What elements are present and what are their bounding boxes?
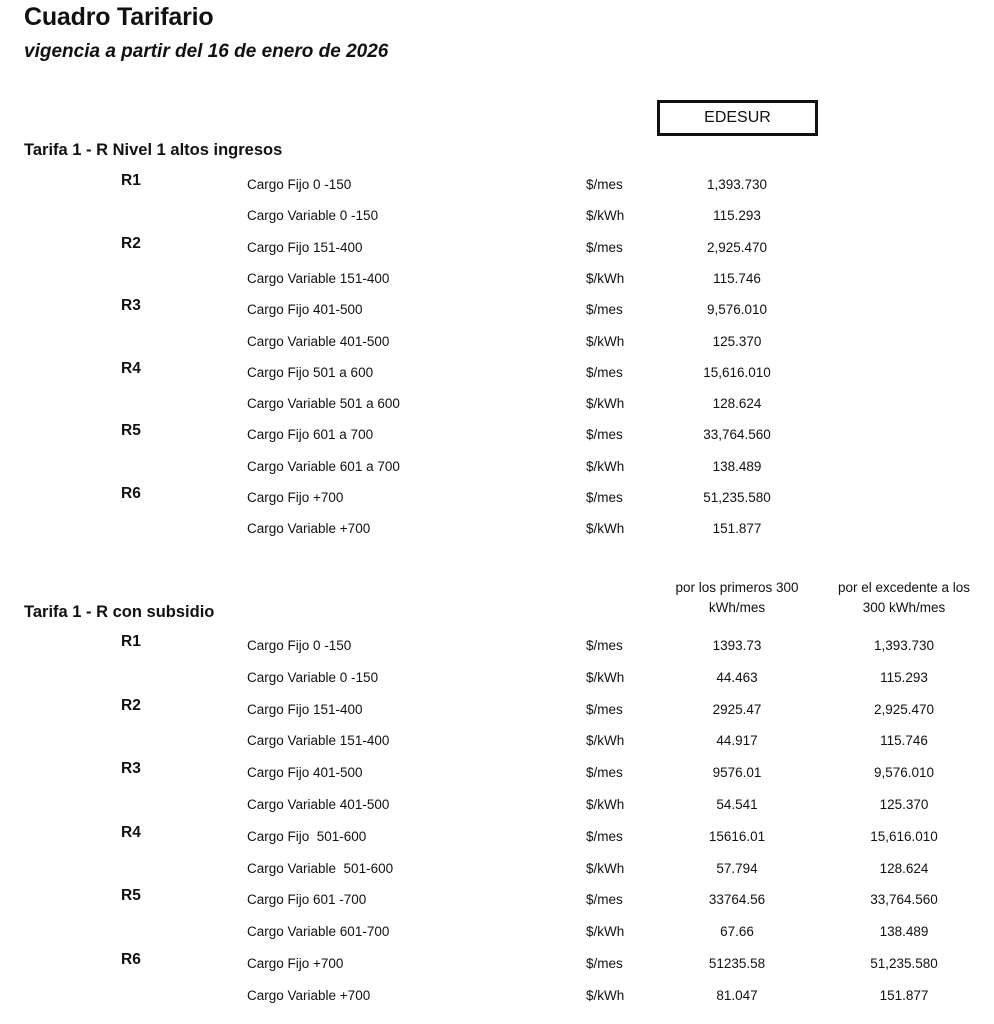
charge-unit: $/kWh [586,521,625,537]
charge-concept: Cargo Variable 401-500 [247,333,390,349]
table-row [0,789,994,820]
charge-value: 138.489 [712,458,762,474]
charge-concept: Cargo Fijo 501-600 [247,828,367,844]
table-row [0,388,994,419]
charge-unit: $/kWh [586,987,625,1003]
table-row [0,916,994,947]
charge-concept: Cargo Variable 151-400 [247,733,390,749]
section1-title: Tarifa 1 - R Nivel 1 altos ingresos [24,141,283,159]
rate-code: R6 [121,485,141,502]
table-row [0,662,994,693]
charge-concept: Cargo Variable 0 -150 [247,208,379,224]
charge-concept: Cargo Variable 501-600 [247,860,394,876]
charge-concept: Cargo Fijo 401-500 [247,765,363,781]
company-name: EDESUR [704,109,771,126]
charge-unit: $/mes [586,302,623,318]
charge-unit: $/kWh [586,270,625,286]
rate-code: R2 [121,696,141,714]
value-first-300: 44.917 [716,733,758,749]
col2-header-line2: 300 kWh/mes [862,600,946,615]
charge-concept: Cargo Variable 601-700 [247,924,390,940]
charge-value: 128.624 [712,396,762,412]
table-row [0,419,994,450]
charge-concept: Cargo Fijo 151-400 [247,239,363,255]
charge-unit: $/mes [586,638,623,653]
charge-concept: Cargo Fijo 601 -700 [247,892,367,908]
charge-concept: Cargo Fijo +700 [247,956,344,971]
table-row [0,630,994,661]
section2-title: Tarifa 1 - R con subsidio [24,603,215,621]
company-header-box [657,100,818,136]
rate-code: R6 [121,951,141,968]
table-row [0,884,994,915]
value-excess-300: 115.746 [880,733,928,749]
value-first-300: 15616.01 [708,828,766,844]
rate-code: R5 [121,887,141,905]
charge-concept: Cargo Variable 151-400 [247,270,390,286]
charge-unit: $/kWh [586,733,625,749]
col2-header [816,578,992,618]
table-row [0,451,994,482]
charge-unit: $/mes [586,239,623,255]
charge-unit: $/mes [586,892,623,908]
charge-unit: $/mes [586,364,623,380]
charge-unit: $/mes [586,427,623,443]
document-subtitle: vigencia a partir del 16 de enero de 2026 [24,41,389,62]
charge-concept: Cargo Fijo 401-500 [247,302,363,318]
charge-unit: $/kWh [586,208,625,224]
charge-value: 2,925.470 [706,239,768,255]
charge-concept: Cargo Variable 0 -150 [247,669,379,685]
col2-header-line1: por el excedente a los [837,580,971,595]
value-excess-300: 1,393.730 [873,638,935,653]
charge-unit: $/mes [586,177,623,192]
value-excess-300: 15,616.010 [870,828,938,844]
value-first-300: 9576.01 [712,765,762,781]
value-excess-300: 2,925.470 [873,701,935,717]
table-row [0,200,994,231]
document-title: Cuadro Tarifario [24,3,214,31]
value-first-300: 1393.73 [712,638,762,653]
table-row [0,326,994,357]
charge-value: 9,576.010 [706,302,768,318]
value-first-300: 2925.47 [712,701,762,717]
table-row [0,513,994,544]
table-row [0,294,994,325]
table-row [0,948,994,979]
rate-code: R2 [121,234,141,252]
charge-concept: Cargo Variable +700 [247,987,371,1003]
charge-value: 115.746 [713,270,761,286]
value-excess-300: 138.489 [879,924,929,940]
rate-code: R5 [121,422,141,440]
rate-code: R4 [121,359,141,377]
charge-concept: Cargo Fijo 501 a 600 [247,364,374,380]
charge-unit: $/kWh [586,797,625,812]
rate-code: R4 [121,823,141,841]
charge-concept: Cargo Variable +700 [247,521,371,537]
charge-value: 115.293 [713,208,761,224]
value-first-300: 67.66 [720,924,754,940]
charge-unit: $/kWh [586,396,625,412]
charge-unit: $/mes [586,490,623,505]
table-row [0,757,994,788]
value-excess-300: 151.877 [879,987,929,1003]
charge-unit: $/mes [586,765,623,781]
charge-value: 51,235.580 [703,490,771,505]
value-first-300: 51235.58 [708,956,766,971]
charge-value: 15,616.010 [703,364,771,380]
rate-code: R3 [121,297,141,315]
charge-concept: Cargo Fijo 0 -150 [247,638,352,653]
charge-value: 33,764.560 [703,427,771,443]
charge-unit: $/mes [586,701,623,717]
charge-unit: $/mes [586,956,623,971]
table-row [0,482,994,513]
charge-value: 151.877 [712,521,762,537]
table-row [0,821,994,852]
charge-unit: $/kWh [586,924,625,940]
charge-unit: $/kWh [586,333,625,349]
charge-unit: $/kWh [586,669,625,685]
rate-code: R3 [121,760,141,778]
charge-concept: Cargo Fijo 601 a 700 [247,427,374,443]
value-first-300: 33764.56 [708,892,766,908]
table-row [0,853,994,884]
table-row [0,725,994,756]
charge-unit: $/kWh [586,458,625,474]
table-row [0,357,994,388]
table-row [0,263,994,294]
charge-concept: Cargo Fijo 0 -150 [247,177,352,192]
value-excess-300: 115.293 [880,669,928,685]
table-row [0,980,994,1011]
col1-header-line1: por los primeros 300 [675,580,799,595]
charge-concept: Cargo Variable 501 a 600 [247,396,400,412]
rate-code: R1 [121,172,141,189]
value-excess-300: 9,576.010 [873,765,935,781]
value-excess-300: 51,235.580 [870,956,938,971]
table-row [0,694,994,725]
col1-header [652,578,822,618]
charge-unit: $/kWh [586,860,625,876]
value-first-300: 44.463 [716,669,758,685]
charge-concept: Cargo Fijo 151-400 [247,701,363,717]
charge-unit: $/mes [586,828,623,844]
value-excess-300: 125.370 [879,797,929,812]
value-first-300: 57.794 [716,860,758,876]
charge-concept: Cargo Variable 601 a 700 [247,458,400,474]
value-first-300: 81.047 [716,987,758,1003]
charge-concept: Cargo Variable 401-500 [247,797,390,812]
value-excess-300: 33,764.560 [870,892,938,908]
charge-value: 125.370 [712,333,762,349]
rate-code: R1 [121,633,141,650]
col1-header-line2: kWh/mes [708,600,766,615]
charge-value: 1,393.730 [706,177,768,192]
value-excess-300: 128.624 [879,860,929,876]
value-first-300: 54.541 [716,797,758,812]
table-row [0,232,994,263]
charge-concept: Cargo Fijo +700 [247,490,344,505]
table-row [0,169,994,200]
